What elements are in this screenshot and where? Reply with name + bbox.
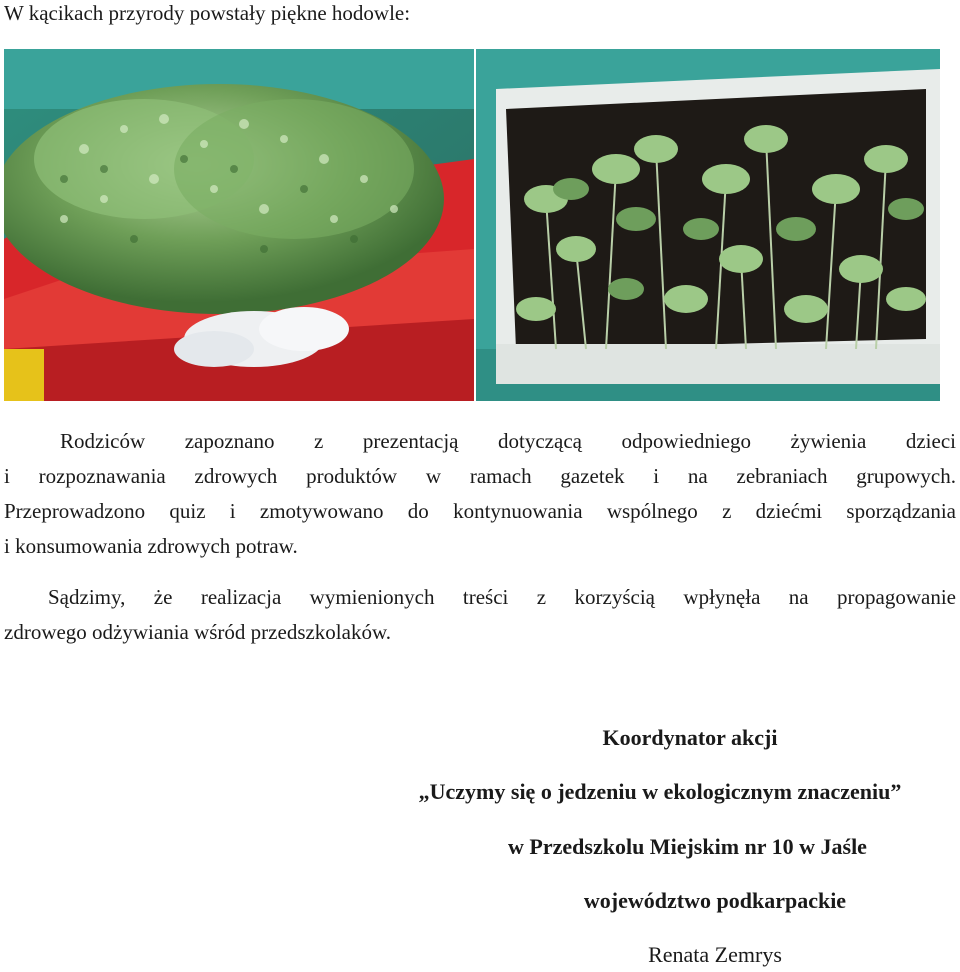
radish-sprouts-photo xyxy=(476,49,940,401)
radish-sprouts-image xyxy=(476,49,940,401)
paragraph-line: zdrowego odżywiania wśród przedszkolaków. xyxy=(4,620,392,644)
paragraph-line: Rodziców zapoznano z prezentacją dotyczącą odpowiedniego żywienia dzieci xyxy=(60,429,956,453)
paragraph-line: Sądzimy, że realizacja wymienionych treści z korzyścią wpłynęła na propagowanie xyxy=(48,585,956,609)
cress-tray-image xyxy=(4,49,474,401)
signature-name: Renata Zemrys xyxy=(648,942,782,967)
paragraph-line: i rozpoznawania zdrowych produktów w ramach gazetek i na zebraniach grupowych. xyxy=(4,464,956,488)
signature-coordinator: Koordynator akcji xyxy=(602,725,778,750)
signature-region: województwo podkarpackie xyxy=(583,888,847,913)
paragraph-summary xyxy=(4,580,956,650)
intro-text: W kącikach przyrody powstały piękne hodowle: xyxy=(4,1,411,25)
signature-place: w Przedszkolu Miejskim nr 10 w Jaśle xyxy=(508,834,867,859)
paragraph-parents-info xyxy=(4,424,956,564)
signature-campaign-title: „Uczymy się o jedzeniu w ekologicznym znaczeniu” xyxy=(418,779,902,804)
cress-tray-photo xyxy=(4,49,474,401)
photo-row xyxy=(4,49,940,401)
paragraph-line: Przeprowadzono quiz i zmotywowano do kontynuowania wspólnego z dziećmi sporządzania xyxy=(4,499,956,523)
paragraph-line: i konsumowania zdrowych potraw. xyxy=(4,534,298,558)
